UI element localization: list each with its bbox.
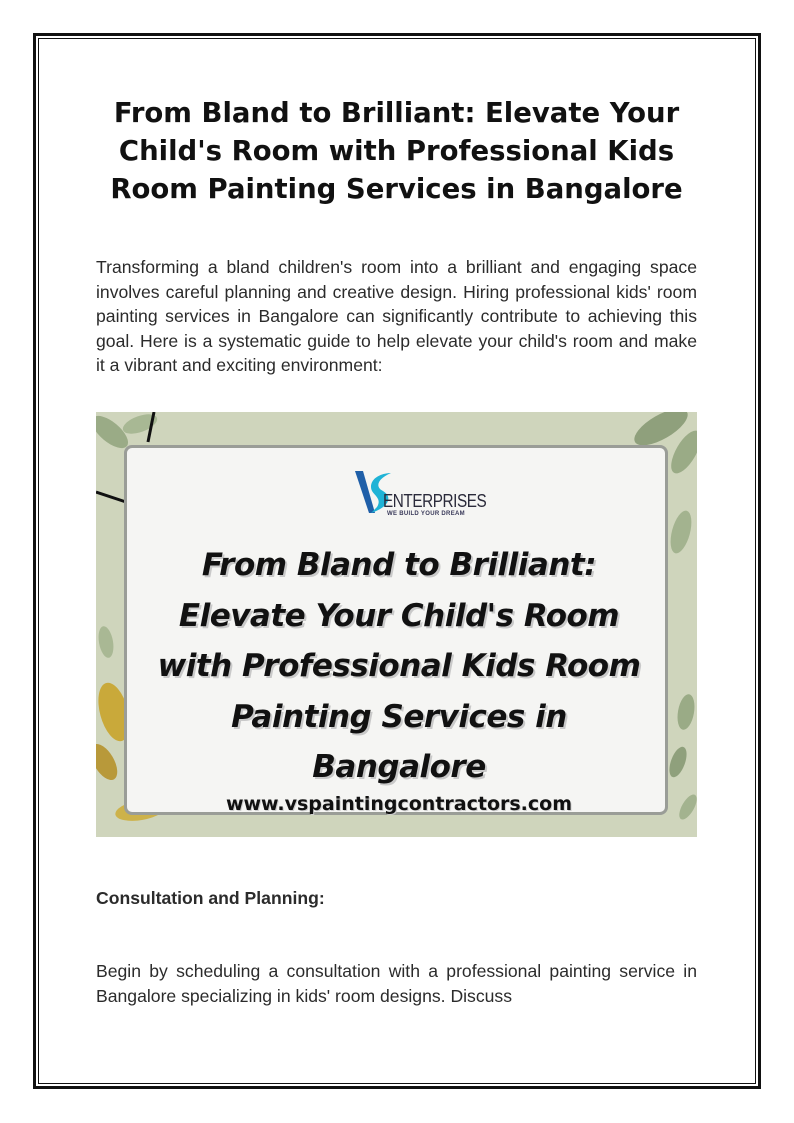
- section-heading: Consultation and Planning:: [96, 888, 325, 908]
- banner-title-line: From Bland to Brilliant:: [201, 547, 597, 583]
- banner-image: [96, 412, 697, 837]
- banner-title: [127, 540, 671, 793]
- banner-card: [124, 445, 668, 815]
- section-paragraph: Begin by scheduling a consultation with a professional painting service in Bangalore specializing in kids' room designs. Discuss: [96, 961, 697, 1006]
- logo-name: ENTERPRISES: [383, 491, 487, 511]
- logo-tagline: WE BUILD YOUR DREAM: [387, 511, 465, 517]
- banner-title-line: with Professional Kids Room: [157, 648, 641, 684]
- website-url: www.vspaintingcontractors.com: [225, 793, 573, 815]
- banner-title-line: Painting Services in: [231, 698, 567, 735]
- banner-title-line: Bangalore: [312, 749, 486, 785]
- document-title: From Bland to Brilliant: Elevate Your Child's Room with Professional Kids Room Painting Services in Bangalore: [110, 97, 683, 205]
- company-logo: [349, 461, 489, 523]
- intro-paragraph: Transforming a bland children's room into a brilliant and engaging space involves careful planning and creative design. Hiring professional kids' room painting services in Bangalore can significantly contribute to achieving this goal. Here is a systematic guide to help elevate your child's room and make it a vibrant and exciting environment:: [96, 257, 697, 376]
- banner-title-line: Elevate Your Child's Room: [178, 597, 620, 634]
